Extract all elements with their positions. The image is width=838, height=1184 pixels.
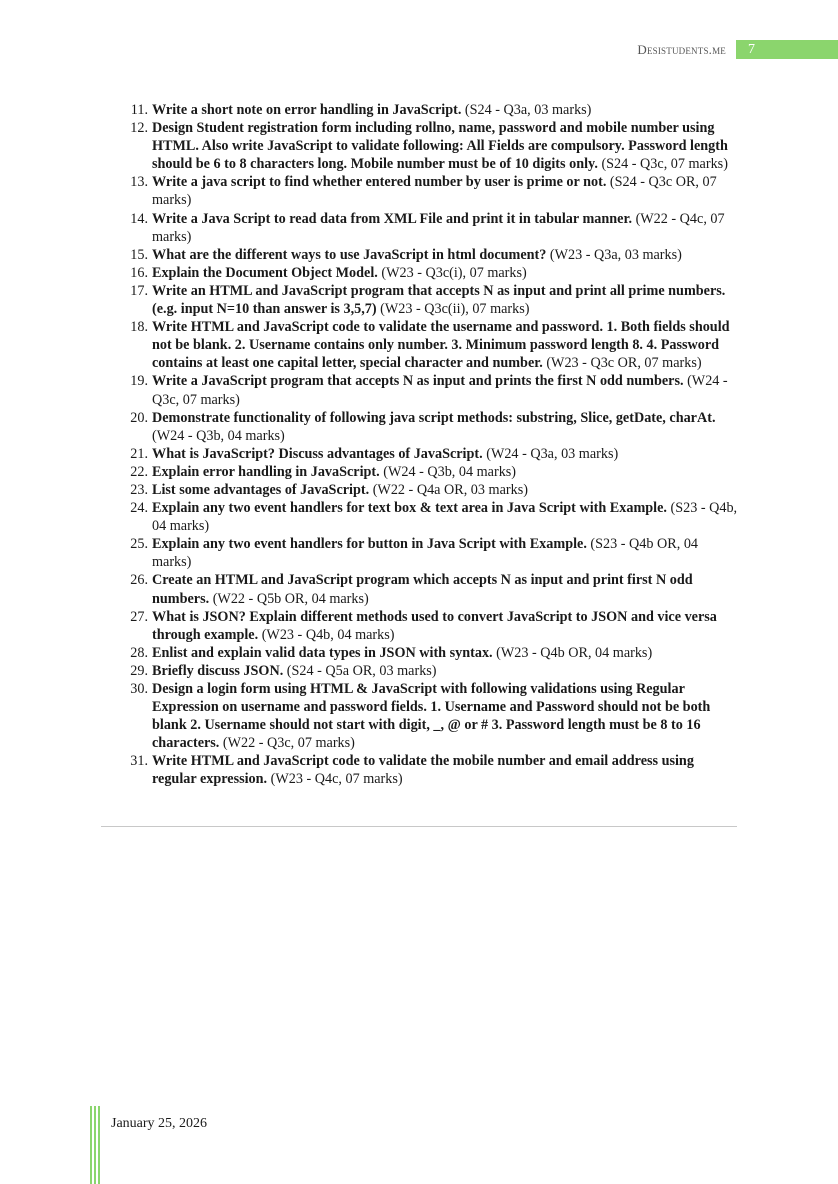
question-meta: (W23 - Q3c OR, 07 marks) <box>542 355 702 372</box>
question-item <box>118 499 738 535</box>
question-item <box>118 535 738 571</box>
question-text: Design a login form using HTML & JavaScript with following validations using Regular Expression on username and password fields. 1. Username and Password should not be both blank 2. Username should not start with digit, _, @ or # 3. Password length must be 8 to 16 characters. <box>152 681 711 752</box>
question-number: 27. <box>130 608 148 625</box>
question-item <box>118 608 738 644</box>
question-meta: (W24 - Q3a, 03 marks) <box>482 445 619 462</box>
question-meta: (W23 - Q3a, 03 marks) <box>546 246 682 263</box>
question-text: Write HTML and JavaScript code to validate the username and password. 1. Both fields should not be blank. 2. Username contains only number. 3. Minimum password length 8. 4. Password contains at least one capital letter, special character and number. <box>152 319 730 372</box>
site-name: Desistudents.me <box>637 42 726 57</box>
question-item <box>118 119 738 173</box>
section-divider <box>101 826 737 827</box>
question-number: 31. <box>130 753 148 770</box>
question-number: 23. <box>130 481 148 498</box>
question-text: Explain any two event handlers for button in Java Script with Example. <box>152 536 587 553</box>
question-meta: (W23 - Q4b, 04 marks) <box>258 626 395 643</box>
page-header <box>0 40 838 60</box>
question-item <box>118 264 738 282</box>
question-item <box>118 662 738 680</box>
question-item <box>118 173 738 209</box>
question-meta: (W24 - Q3b, 04 marks) <box>379 463 517 480</box>
question-text: What are the different ways to use JavaScript in html document? <box>152 246 547 263</box>
question-number: 30. <box>130 681 148 697</box>
question-number: 13. <box>130 174 148 191</box>
question-number: 26. <box>130 572 148 589</box>
question-item <box>118 101 738 119</box>
question-item <box>118 571 738 607</box>
question-number: 25. <box>130 536 148 553</box>
question-item <box>118 246 738 264</box>
question-meta: (W23 - Q4c, 07 marks) <box>267 771 403 788</box>
question-number: 12. <box>130 120 148 137</box>
question-text: Write HTML and JavaScript code to validate the mobile number and email address using regular expression. <box>152 753 694 788</box>
question-meta: (S24 - Q3a, 03 marks) <box>461 102 592 118</box>
question-meta: (S24 - Q3c OR, 07 marks) <box>152 174 717 209</box>
question-item <box>118 318 738 372</box>
footer-accent-bars <box>90 1106 102 1184</box>
question-item <box>118 644 738 662</box>
question-item <box>118 445 738 463</box>
question-meta: (W22 - Q5b OR, 04 marks) <box>209 590 369 607</box>
question-meta: (S23 - Q4b OR, 04 marks) <box>152 536 699 571</box>
question-item <box>118 752 738 788</box>
question-text: Explain the Document Object Model. <box>152 264 378 281</box>
question-number: 11. <box>130 102 148 118</box>
question-text: What is JavaScript? Discuss advantages of JavaScript. <box>152 445 483 462</box>
question-meta: (W23 - Q4b OR, 04 marks) <box>492 644 653 661</box>
question-number: 16. <box>130 264 148 281</box>
question-text: Write a short note on error handling in JavaScript. <box>152 102 462 118</box>
question-meta: (W24 - Q3c, 07 marks) <box>152 373 728 408</box>
page-number-badge <box>736 40 838 59</box>
question-item <box>118 680 738 752</box>
question-text: Design Student registration form including rollno, name, password and mobile number using HTML. Also write JavaScript to validate following: All Fields are compulsory. Password length should be 6 to 8 characters long. Mobile number must be of 10 digits only. <box>152 120 728 173</box>
question-text: Briefly discuss JSON. <box>152 662 284 679</box>
footer-date: January 25, 2026 <box>111 1116 208 1131</box>
accent-bar <box>98 1106 100 1184</box>
question-meta: (W23 - Q3c(ii), 07 marks) <box>376 301 530 318</box>
question-meta: (W22 - Q4a OR, 03 marks) <box>369 481 528 498</box>
question-text: Create an HTML and JavaScript program which accepts N as input and print first N odd numbers. <box>152 572 693 607</box>
accent-bar <box>90 1106 92 1184</box>
question-meta: (W22 - Q3c, 07 marks) <box>219 735 355 752</box>
question-text: List some advantages of JavaScript. <box>152 481 370 498</box>
accent-bar <box>94 1106 96 1184</box>
question-item <box>118 372 738 408</box>
question-text: What is JSON? Explain different methods used to convert JavaScript to JSON and vice versa through example. <box>152 608 717 643</box>
question-text: Write a Java Script to read data from XML File and print it in tabular manner. <box>152 210 633 227</box>
question-text: Write an HTML and JavaScript program that accepts N as input and print all prime numbers. (e.g. input N=10 than answer is 3,5,7) <box>152 282 726 318</box>
page-number: 7 <box>748 42 755 57</box>
question-text: Write a java script to find whether entered number by user is prime or not. <box>152 174 607 191</box>
question-number: 29. <box>130 662 148 679</box>
question-number: 20. <box>130 409 148 426</box>
question-item <box>118 282 738 318</box>
question-item <box>118 210 738 246</box>
question-number: 15. <box>130 246 148 263</box>
question-number: 17. <box>130 282 148 299</box>
question-number: 21. <box>130 445 148 462</box>
question-number: 24. <box>130 500 148 517</box>
question-meta: (S24 - Q5a OR, 03 marks) <box>283 662 437 679</box>
question-number: 18. <box>130 319 148 336</box>
question-text: Demonstrate functionality of following java script methods: substring, Slice, getDate, charAt. <box>152 409 716 426</box>
question-meta: (W22 - Q4c, 07 marks) <box>152 210 725 245</box>
question-text: Write a JavaScript program that accepts N as input and prints the first N odd numbers. <box>152 373 684 390</box>
question-number: 19. <box>130 373 148 390</box>
question-meta: (W23 - Q3c(i), 07 marks) <box>377 264 527 281</box>
question-text: Enlist and explain valid data types in JSON with syntax. <box>152 644 493 661</box>
question-text: Explain error handling in JavaScript. <box>152 463 380 480</box>
question-text: Explain any two event handlers for text box & text area in Java Script with Example. <box>152 500 667 517</box>
question-meta: (S24 - Q3c, 07 marks) <box>597 156 728 173</box>
question-meta: (W24 - Q3b, 04 marks) <box>152 427 285 444</box>
question-number: 22. <box>130 463 148 480</box>
question-item <box>118 481 738 499</box>
question-item <box>118 409 738 445</box>
question-list <box>118 101 738 789</box>
question-meta: (S23 - Q4b, 04 marks) <box>152 500 738 535</box>
question-number: 28. <box>130 644 148 661</box>
question-number: 14. <box>130 210 148 227</box>
question-item <box>118 463 738 481</box>
